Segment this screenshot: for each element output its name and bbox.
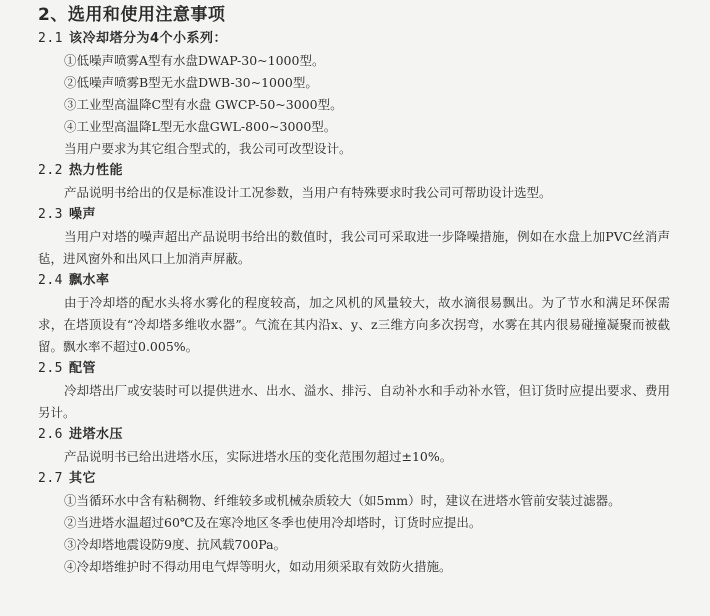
section-title: 该冷却塔分为4个小系列： — [68, 31, 228, 46]
paragraph: 产品说明书给出的仅是标准设计工况参数，当用户有特殊要求时我公司可帮助设计选型。 — [64, 185, 552, 200]
paragraph: 产品说明书已给出进塔水压，实际进塔水压的变化范围勿超过±10%。 — [64, 449, 453, 464]
list-item: ③冷却塔地震设防9度、抗风载700Pa。 — [64, 537, 287, 552]
list-item: ④工业型高温降L型无水盘GWL-800~3000型。 — [64, 119, 337, 134]
section-heading — [38, 204, 670, 226]
section-title: 配管 — [68, 361, 96, 376]
list-item: 当用户要求为其它组合型式的，我公司可改型设计。 — [64, 141, 352, 156]
section-title: 其它 — [68, 471, 96, 486]
paragraph: 冷却塔出厂或安装时可以提供进水、出水、溢水、排污、自动补水和手动补水管，但订货时应提出要求、费用另计。 — [38, 383, 670, 420]
paragraph: 当用户对塔的噪声超出产品说明书给出的数值时，我公司可采取进一步降噪措施，例如在水盘上加PVC丝消声毡，进风窗外和出风口上加消声屏蔽。 — [38, 229, 670, 266]
list-item: ②当进塔水温超过60℃及在寒冷地区冬季也使用冷却塔时，订货时应提出。 — [64, 515, 482, 530]
page-title: 2、选用和使用注意事项 — [38, 5, 226, 25]
list-item: ③工业型高温降C型有水盘 GWCP-50~3000型。 — [64, 97, 343, 112]
section-2-5 — [38, 358, 670, 424]
section-heading — [38, 358, 670, 380]
section-title: 进塔水压 — [68, 427, 123, 442]
section-2-1 — [38, 28, 670, 160]
section-title: 飘水率 — [68, 273, 110, 288]
section-2-7 — [38, 468, 670, 578]
section-heading — [38, 160, 670, 182]
section-number: 2.6 — [38, 427, 63, 442]
section-heading — [38, 28, 670, 50]
section-2-4 — [38, 270, 670, 358]
section-number: 2.7 — [38, 471, 63, 486]
section-2-2 — [38, 160, 670, 204]
list-item: ①低噪声喷雾A型有水盘DWAP-30~1000型。 — [64, 53, 325, 68]
section-heading — [38, 424, 670, 446]
section-number: 2.3 — [38, 207, 63, 222]
section-2-3 — [38, 204, 670, 270]
section-number: 2.5 — [38, 361, 63, 376]
section-heading — [38, 270, 670, 292]
section-number: 2.4 — [38, 273, 63, 288]
section-title: 热力性能 — [68, 163, 123, 178]
section-number: 2.1 — [38, 31, 63, 46]
section-number: 2.2 — [38, 163, 63, 178]
list-item: ②低噪声喷雾B型无水盘DWB-30~1000型。 — [64, 75, 318, 90]
section-heading — [38, 468, 670, 490]
paragraph: 由于冷却塔的配水头将水雾化的程度较高，加之风机的风量较大，故水滴很易飘出。为了节水和满足环保需求，在塔顶设有“冷却塔多维收水器”。气流在其内沿x、y、z三维方向多次拐弯，水雾在其内很易碰撞凝聚而被截留。飘水率不超过0.005%。 — [38, 295, 670, 354]
section-title: 噪声 — [68, 207, 96, 222]
list-item: ④冷却塔维护时不得动用电气焊等明火，如动用须采取有效防火措施。 — [64, 559, 452, 574]
section-2-6 — [38, 424, 670, 468]
list-item: ①当循环水中含有粘稠物、纤维较多或机械杂质较大（如5mm）时，建议在进塔水管前安装过滤器。 — [64, 493, 621, 508]
